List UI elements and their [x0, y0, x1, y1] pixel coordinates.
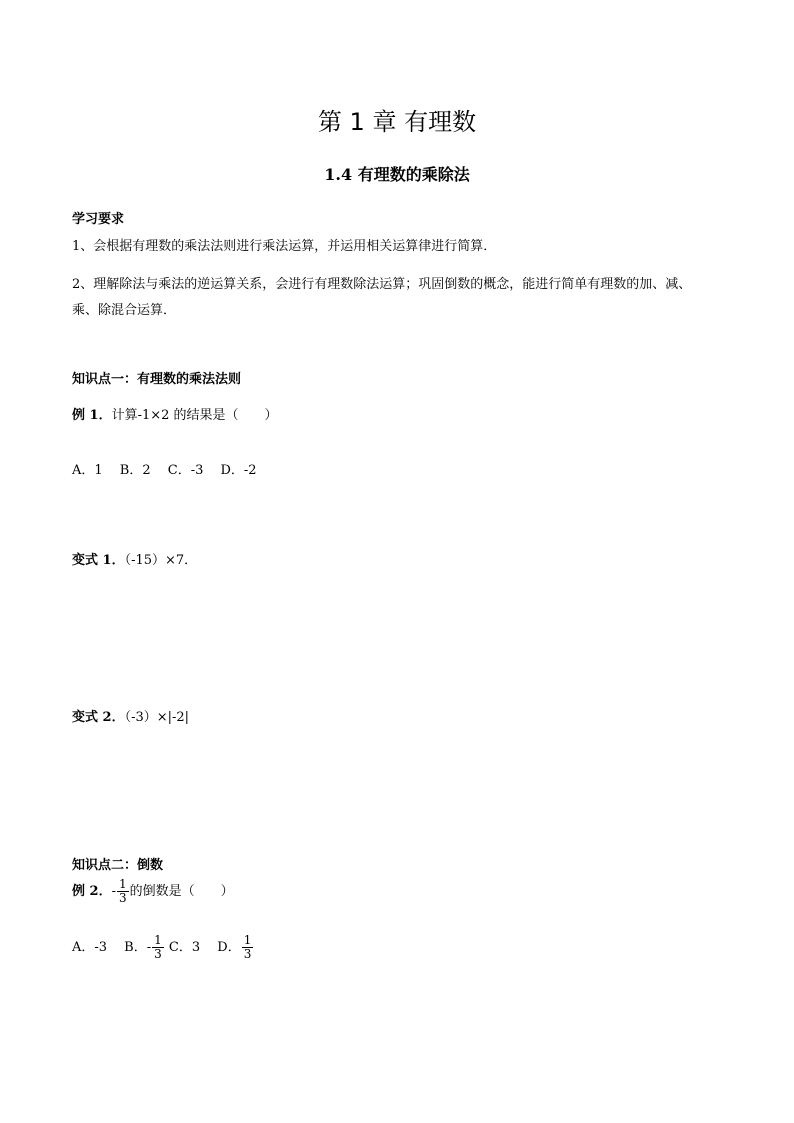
section-title: 1.4 有理数的乘除法: [324, 165, 470, 184]
option-b-fraction: [152, 934, 164, 961]
chapter-title: 第 1 章 有理数: [317, 108, 477, 136]
requirement-2-line1: 2、理解除法与乘法的逆运算关系，会进行有理数除法运算；巩固倒数的概念，能进行简单有理数的加、减、: [72, 277, 692, 292]
option-d-fraction: [242, 934, 254, 961]
example-1-text: 计算-1×2 的结果是（ ）: [111, 408, 278, 423]
example-2: [72, 878, 234, 905]
variant-1: [72, 549, 197, 568]
example-2-fraction: [117, 878, 129, 905]
option-c: C．3 D．: [164, 940, 241, 955]
requirement-1: 1、会根据有理数的乘法法则进行乘法运算，并运用相关运算律进行简算．: [72, 239, 497, 254]
option-a: A．-3 B．: [72, 940, 147, 955]
example-2-minus: -: [111, 884, 116, 899]
fraction-numerator: 1: [118, 877, 127, 891]
fraction-denominator: 3: [243, 947, 252, 961]
fraction-denominator: 3: [154, 947, 162, 961]
example-1: [72, 404, 278, 423]
fraction-numerator: 1: [154, 933, 162, 947]
variant-2-label: 变式 2．: [72, 710, 125, 725]
example-2-options: [72, 934, 254, 961]
example-2-label: 例 2．: [72, 884, 112, 899]
knowledge-point-1-heading: 知识点一：有理数的乘法法则: [72, 372, 242, 387]
example-1-label: 例 1．: [72, 408, 112, 423]
fraction-numerator: 1: [243, 933, 252, 947]
variant-1-label: 变式 1．: [72, 553, 125, 568]
example-2-text: 的倒数是（ ）: [129, 884, 234, 899]
variant-2: [72, 706, 189, 725]
example-1-options: A．1 B．2 C．-3 D．-2: [72, 463, 257, 478]
variant-2-text: （-3）×|-2|: [124, 710, 190, 725]
requirement-2-line2: 乘、除混合运算．: [72, 303, 177, 318]
knowledge-point-2-heading: 知识点二：倒数: [72, 858, 164, 873]
requirements-heading: 学习要求: [72, 212, 125, 227]
option-b-minus: -: [146, 940, 152, 955]
fraction-denominator: 3: [118, 891, 127, 905]
variant-1-text: （-15）×7．: [124, 553, 198, 568]
